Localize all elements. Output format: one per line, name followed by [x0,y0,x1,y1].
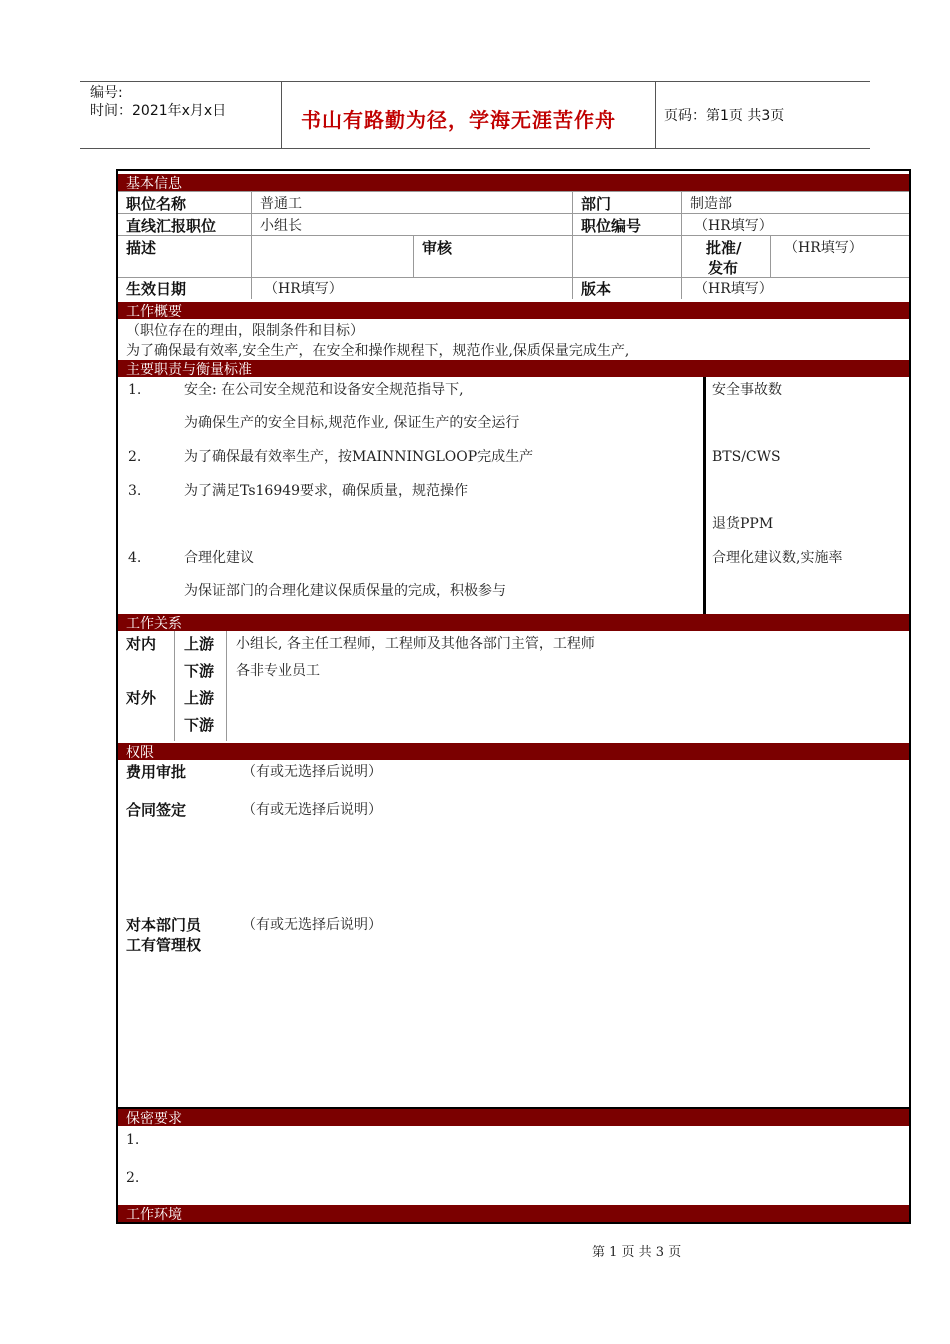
confidentiality-item: 1. [126,1132,140,1148]
header-divider [281,81,282,149]
duty-number: 2. [128,449,142,465]
effective-date-value: （HR填写） [264,281,343,297]
upstream-label: 上游 [184,689,215,707]
col-rule [174,631,175,741]
staff-management-value: （有或无选择后说明） [242,917,382,933]
duty-number: 1. [128,382,142,398]
duty-number: 4. [128,550,142,566]
col-rule [226,631,227,741]
section-bar-authority: 权限 [118,743,909,760]
duty-measure: BTS/CWS [712,449,781,465]
version-value: （HR填写） [694,281,773,297]
section-bar-confidentiality: 保密要求 [118,1109,909,1126]
duty-measure: 合理化建议数,实施率 [712,550,843,566]
overview-text: 为了确保最有效率,安全生产，在安全和操作规程下，规范作业,保质保量完成生产, [126,343,630,359]
row-rule [118,277,909,278]
motto: 书山有路勤为径，学海无涯苦作舟 [301,108,616,132]
page-info: 页码：第1页 共3页 [664,108,785,124]
page-footer: 第 1 页 共 3 页 [592,1245,682,1260]
job-title-value: 普通工 [260,196,302,212]
job-title-label: 职位名称 [126,195,187,213]
report-to-value: 小组长 [260,218,302,234]
serial-number-label: 编号: [90,85,123,101]
col-rule [251,191,252,299]
upstream-label: 上游 [184,635,215,653]
duty-text: 安全: 在公司安全规范和设备安全规范指导下, [184,382,464,398]
duty-text: 为确保生产的安全目标,规范作业, 保证生产的安全运行 [184,415,520,431]
overview-note: （职位存在的理由，限制条件和目标） [126,323,364,339]
contract-signing-value: （有或无选择后说明） [242,802,382,818]
internal-upstream-value: 小组长, 各主任工程师，工程师及其他各部门主管，工程师 [236,636,595,652]
internal-label: 对内 [126,635,157,653]
approve-label: 批准/ [706,239,742,257]
duty-measure: 退货PPM [712,516,774,532]
section-bar-basic-info: 基本信息 [118,174,909,191]
department-value: 制造部 [690,196,732,212]
confidentiality-item: 2. [126,1170,140,1186]
report-to-label: 直线汇报职位 [126,217,217,235]
job-description-form [116,169,911,1224]
staff-management-label: 对本部门员 [126,916,202,934]
header-top-rule [80,81,870,82]
job-code-value: （HR填写） [694,218,773,234]
duties-divider [703,377,706,614]
section-bar-environment: 工作环境 [118,1205,909,1222]
publish-label: 发布 [708,259,739,277]
row-rule [118,213,909,214]
section-bar-overview: 工作概要 [118,302,909,319]
col-rule [770,235,771,277]
review-label: 审核 [422,239,453,257]
header-bottom-rule [80,148,870,149]
col-rule [681,191,682,299]
duty-text: 合理化建议 [184,550,254,566]
downstream-label: 下游 [184,662,215,680]
section-bar-duties: 主要职责与衡量标准 [118,360,909,377]
duty-text: 为保证部门的合理化建议保质保量的完成，积极参与 [184,583,506,599]
external-label: 对外 [126,689,157,707]
duty-number: 3. [128,483,142,499]
staff-management-label: 工有管理权 [126,936,202,954]
job-code-label: 职位编号 [581,217,642,235]
row-rule [118,235,909,236]
description-label: 描述 [126,239,157,257]
expense-approval-label: 费用审批 [126,763,187,781]
expense-approval-value: （有或无选择后说明） [242,764,382,780]
department-label: 部门 [581,195,612,213]
duty-text: 为了确保最有效率生产，按MAINNINGLOOP完成生产 [184,449,534,465]
header-divider [655,81,656,149]
version-label: 版本 [581,280,612,298]
col-rule [413,235,414,277]
duty-text: 为了满足Ts16949要求，确保质量，规范操作 [184,483,469,499]
approve-value: （HR填写） [784,240,863,256]
internal-downstream-value: 各非专业员工 [236,663,320,679]
downstream-label: 下游 [184,716,215,734]
effective-date-label: 生效日期 [126,280,187,298]
row-rule [118,191,909,192]
time-label: 时间：2021年x月x日 [90,103,227,119]
contract-signing-label: 合同签定 [126,801,187,819]
duty-measure: 安全事故数 [712,382,782,398]
col-rule [572,191,573,299]
section-bar-relations: 工作关系 [118,614,909,631]
